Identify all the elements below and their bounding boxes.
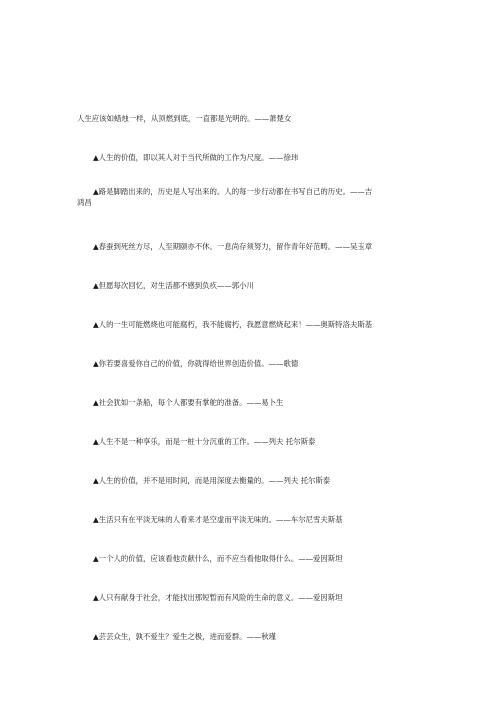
quote-6: ▲人的一生可能燃烧也可能腐朽，我不能腐朽，我愿意燃烧起来！——奥斯特洛夫斯基: [93, 320, 373, 329]
quote-7: ▲你若要喜爱你自己的价值，你就得给世界创造价值。——歌德: [93, 359, 299, 368]
quote-8: ▲社会犹如一条船，每个人都要有掌舵的准备。——易卜生: [93, 398, 284, 407]
quote-5: ▲但愿每次回忆，对生活都不感到负疚——郭小川: [93, 281, 254, 290]
quote-11: ▲生活只有在平淡无味的人看来才是空虚而平淡无味的。——车尔尼雪夫斯基: [93, 515, 343, 524]
quote-2: ▲人生的价值，即以其人对于当代所做的工作为尺度。——徐玮: [93, 153, 299, 162]
quote-1: 人生应该如蜡烛一样，从顶燃到底，一直都是光明的。——萧楚女: [77, 114, 292, 123]
quote-3-line-2: 鸿昌: [77, 198, 92, 207]
quote-3: [77, 186, 423, 208]
quote-14: ▲芸芸众生，孰不爱生？爱生之极，进而爱群。——秋瑾: [93, 632, 277, 641]
quote-4: ▲春蚕到死丝方尽，人至期颐亦不休。一息尚存须努力，留作青年好范畴。——吴玉章: [93, 242, 373, 251]
quote-13: ▲人只有献身于社会，才能找出那短暂而有风险的生命的意义。——爱因斯坦: [93, 593, 343, 602]
quote-3-line-1: ▲路是脚踏出来的，历史是人写出来的。人的每一步行动都在书写自己的历史。——吉: [93, 187, 373, 196]
quote-9: ▲人生不是一种享乐，而是一桩十分沉重的工作。——列夫 托尔斯泰: [93, 437, 316, 446]
quote-12: ▲一个人的价值，应该看他贡献什么，而不应当看他取得什么。——爱因斯坦: [93, 554, 343, 563]
quote-10: ▲人生的价值，并不是用时间，而是用深度去衡量的。——列夫 托尔斯泰: [93, 476, 331, 485]
